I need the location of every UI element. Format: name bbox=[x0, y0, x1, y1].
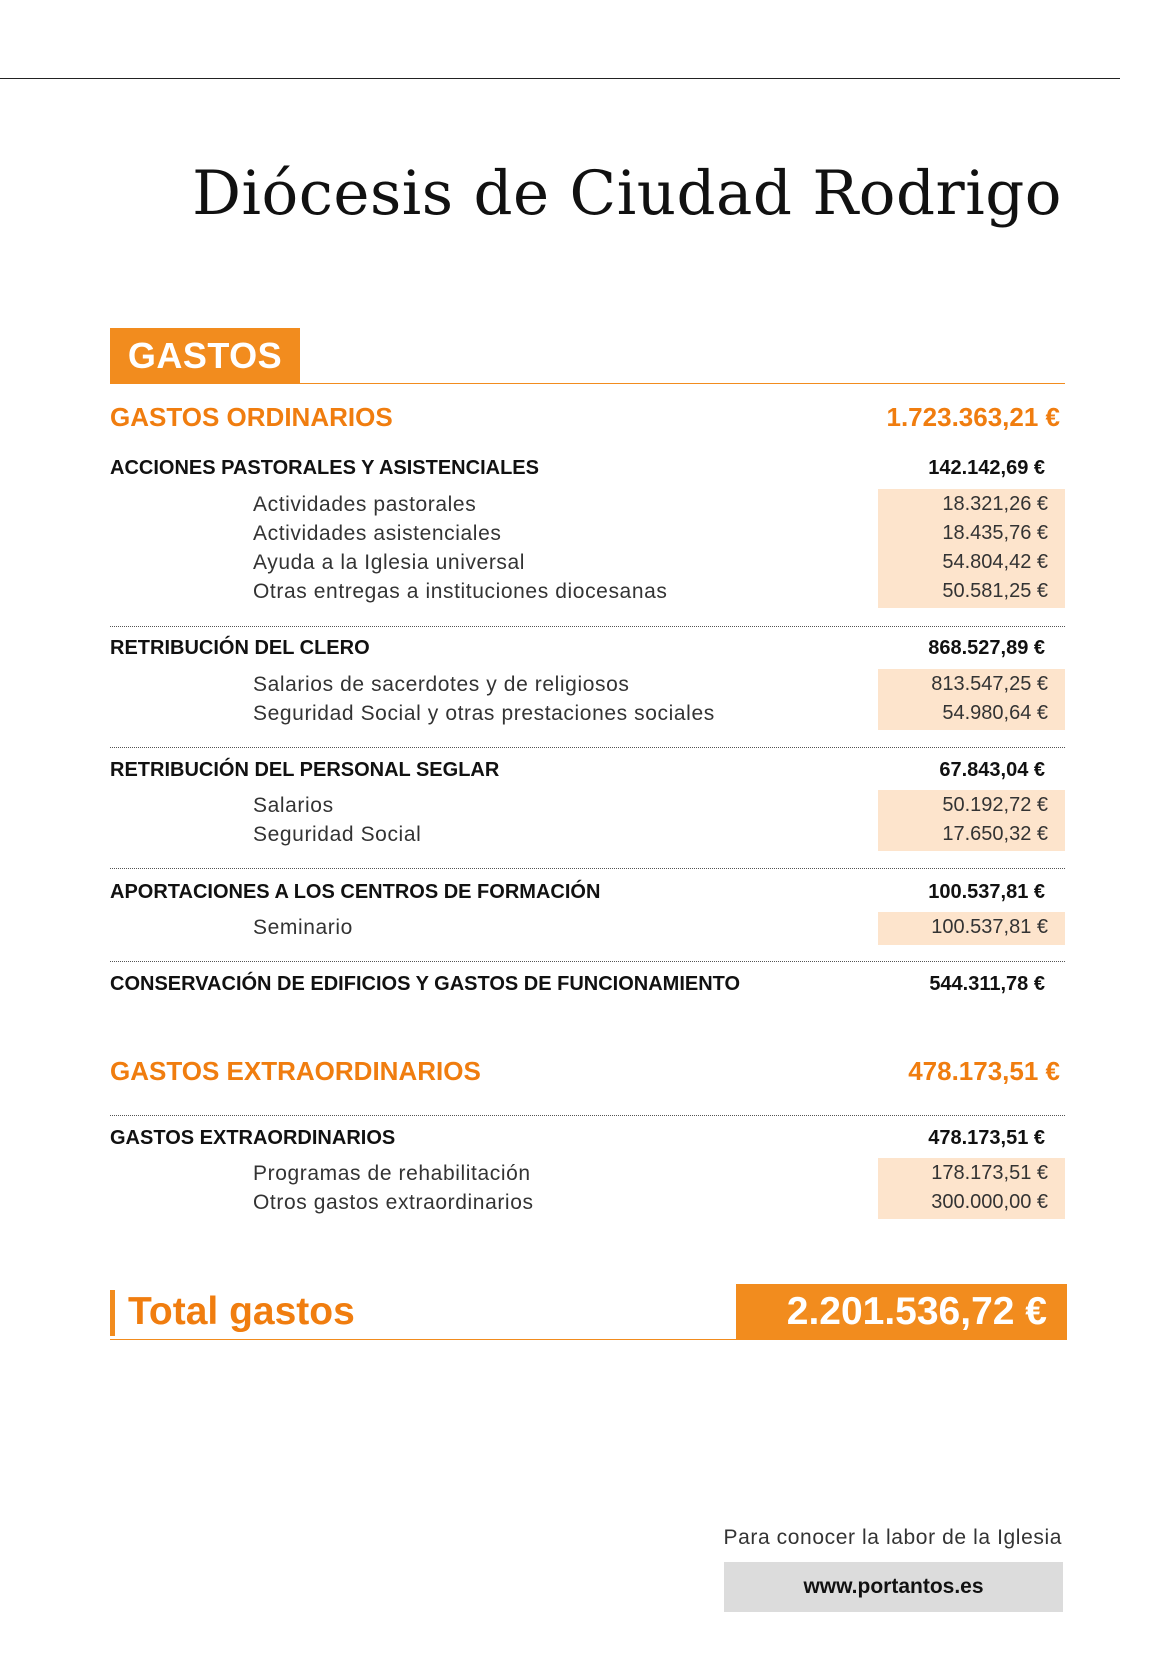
item-label: Seguridad Social y otras prestaciones sociales bbox=[253, 702, 715, 725]
category-centros-formacion bbox=[110, 878, 1045, 906]
item-label: Salarios bbox=[253, 794, 334, 817]
section-header bbox=[110, 328, 1065, 384]
page-title: Diócesis de Ciudad Rodrigo bbox=[192, 158, 1062, 229]
category-acciones-pastorales bbox=[110, 454, 1045, 482]
section-underline bbox=[110, 383, 1065, 384]
item-amount: 813.547,25 € bbox=[931, 673, 1048, 695]
item-label: Programas de rehabilitación bbox=[253, 1162, 531, 1185]
section-badge: GASTOS bbox=[110, 328, 300, 384]
group-extraordinarios-amount: 478.173,51 € bbox=[908, 1056, 1060, 1086]
dotted-separator bbox=[110, 868, 1065, 869]
footer-link[interactable]: www.portantos.es bbox=[724, 1562, 1063, 1612]
group-ordinarios-heading bbox=[110, 400, 1060, 434]
item-label: Otros gastos extraordinarios bbox=[253, 1191, 534, 1214]
category-amount: 142.142,69 € bbox=[928, 457, 1045, 479]
item-amount: 50.581,25 € bbox=[942, 580, 1048, 602]
item-label: Otras entregas a instituciones diocesanas bbox=[253, 580, 668, 603]
category-amount: 478.173,51 € bbox=[928, 1127, 1045, 1149]
group-ordinarios-label: GASTOS ORDINARIOS bbox=[110, 402, 393, 432]
category-label: GASTOS EXTRAORDINARIOS bbox=[110, 1127, 396, 1149]
item-amount: 50.192,72 € bbox=[942, 794, 1048, 816]
category-amount: 544.311,78 € bbox=[929, 973, 1045, 995]
category-label: RETRIBUCIÓN DEL PERSONAL SEGLAR bbox=[110, 759, 500, 781]
category-personal-seglar bbox=[110, 756, 1045, 784]
category-amount: 100.537,81 € bbox=[928, 881, 1045, 903]
dotted-separator bbox=[110, 961, 1065, 962]
dotted-separator bbox=[110, 1115, 1065, 1116]
item-label: Seminario bbox=[253, 916, 353, 939]
dotted-separator bbox=[110, 747, 1065, 748]
category-retribucion-clero bbox=[110, 634, 1045, 662]
category-label: CONSERVACIÓN DE EDIFICIOS Y GASTOS DE FUNCIONAMIENTO bbox=[110, 973, 741, 995]
total-label: Total gastos bbox=[128, 1290, 355, 1333]
total-row bbox=[110, 1284, 1067, 1340]
total-amount: 2.201.536,72 € bbox=[786, 1290, 1047, 1333]
item-label: Actividades asistenciales bbox=[253, 522, 502, 545]
item-amount: 178.173,51 € bbox=[931, 1162, 1048, 1184]
item-amount: 18.321,26 € bbox=[942, 493, 1048, 515]
item-label: Salarios de sacerdotes y de religiosos bbox=[253, 673, 630, 696]
category-label: ACCIONES PASTORALES Y ASISTENCIALES bbox=[110, 457, 539, 479]
item-amount: 100.537,81 € bbox=[931, 916, 1048, 938]
category-label: RETRIBUCIÓN DEL CLERO bbox=[110, 637, 370, 659]
group-extraordinarios-label: GASTOS EXTRAORDINARIOS bbox=[110, 1056, 481, 1086]
footer-text: Para conocer la labor de la Iglesia bbox=[723, 1526, 1062, 1549]
total-amount-box bbox=[736, 1284, 1067, 1340]
category-amount: 868.527,89 € bbox=[928, 637, 1045, 659]
total-underline bbox=[110, 1339, 736, 1340]
category-label: APORTACIONES A LOS CENTROS DE FORMACIÓN bbox=[110, 881, 601, 903]
item-label: Seguridad Social bbox=[253, 823, 422, 846]
item-amount: 17.650,32 € bbox=[942, 823, 1048, 845]
top-rule bbox=[0, 78, 1120, 79]
item-label: Ayuda a la Iglesia universal bbox=[253, 551, 526, 574]
item-label: Actividades pastorales bbox=[253, 493, 477, 516]
category-amount: 67.843,04 € bbox=[939, 759, 1045, 781]
category-gastos-extraordinarios bbox=[110, 1124, 1045, 1152]
item-amount: 18.435,76 € bbox=[942, 522, 1048, 544]
item-amount: 54.804,42 € bbox=[942, 551, 1048, 573]
dotted-separator bbox=[110, 626, 1065, 627]
item-amount: 54.980,64 € bbox=[942, 702, 1048, 724]
total-accent-bar bbox=[110, 1290, 115, 1336]
group-ordinarios-amount: 1.723.363,21 € bbox=[886, 402, 1060, 432]
group-extraordinarios-heading bbox=[110, 1054, 1060, 1088]
category-conservacion-edificios bbox=[110, 970, 1045, 998]
item-amount: 300.000,00 € bbox=[931, 1191, 1048, 1213]
